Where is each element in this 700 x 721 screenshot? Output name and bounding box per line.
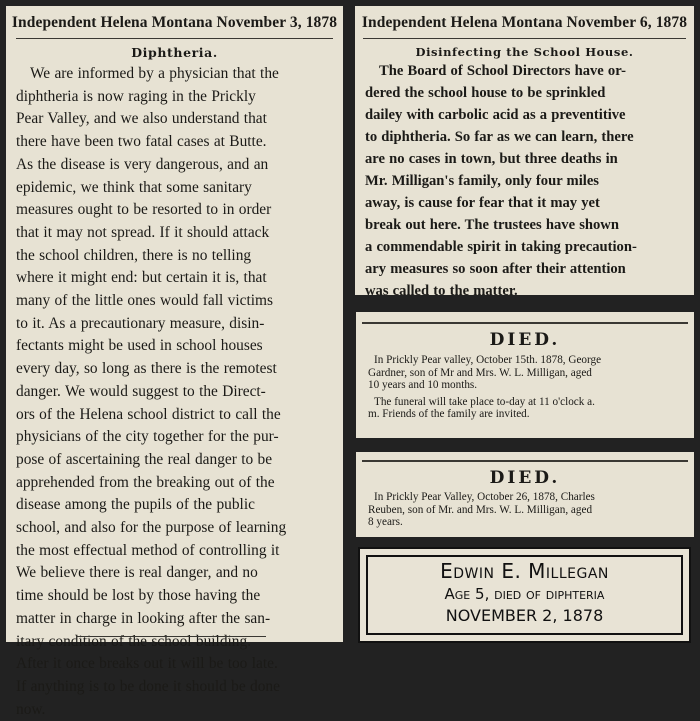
- notice-title: DIED.: [489, 330, 561, 350]
- caption-name: Edwin E. Millegan: [440, 559, 609, 583]
- text-line: Mr. Milligan's family, only four miles: [365, 173, 599, 189]
- text-line: m. Friends of the family are invited.: [368, 408, 530, 420]
- text-line: As the disease is very dangerous, and an: [16, 155, 269, 173]
- text-line: In Prickly Pear valley, October 15th. 1878, George: [374, 354, 602, 366]
- caption-frame: [366, 555, 683, 635]
- text-line: The funeral will take place to-day at 11 o'clock a.: [374, 395, 595, 408]
- text-line: now.: [16, 700, 46, 718]
- text-line: The Board of School Directors have or-: [379, 63, 627, 79]
- clipping-died-george: [356, 312, 694, 438]
- notice-body: [368, 491, 684, 529]
- article-title: Disinfecting the School House.: [415, 45, 634, 59]
- text-line: physicians of the city together for the pur-: [16, 428, 279, 446]
- text-line: pose of ascertaining the real danger to be: [16, 450, 273, 468]
- text-line: matter in charge in looking after the san-: [16, 609, 271, 627]
- notice-title: DIED.: [489, 468, 561, 488]
- text-line: apprehended from the breaking out of the: [16, 473, 275, 491]
- clipping-diphtheria: [6, 6, 343, 718]
- text-line: Pear Valley, and we also understand that: [16, 110, 267, 128]
- text-line: After it once breaks out it will be too late.: [16, 655, 278, 673]
- text-line: was called to the matter.: [365, 283, 518, 299]
- clipping-header: Independent Helena Montana November 3, 1878: [11, 14, 338, 31]
- divider: [16, 38, 333, 39]
- text-line: Reuben, son of Mr. and Mrs. W. L. Milligan, aged: [368, 503, 593, 516]
- text-line: a commendable spirit in taking precaution-: [365, 239, 637, 255]
- text-line: ors of the Helena school district to call the: [16, 405, 281, 423]
- text-line: ary measures so soon after their attention: [365, 261, 626, 277]
- text-line: break out here. The trustees have shown: [365, 217, 619, 233]
- text-line: there have been two fatal cases at Butte.: [16, 133, 267, 151]
- caption-box: [358, 547, 691, 643]
- text-line: many of the little ones would fall victims: [16, 292, 273, 310]
- text-line: dailey with carbolic acid as a preventitive: [365, 107, 626, 123]
- text-line: itary condition of the school building.: [16, 632, 252, 650]
- text-line: are no cases in town, but three deaths in: [365, 151, 618, 167]
- text-line: disease among the pupils of the public: [16, 496, 255, 514]
- text-line: the most effectual method of controlling it: [16, 541, 280, 559]
- notice-body: [368, 354, 684, 392]
- clipping-died-charles: [356, 452, 694, 537]
- text-line: Gardner, son of Mr and Mrs. W. L. Milligan, aged: [368, 366, 592, 379]
- text-line: away, is cause for fear that it may yet: [365, 195, 600, 211]
- text-line: danger. We would suggest to the Direct-: [16, 382, 266, 400]
- text-line: the school children, there is no telling: [16, 246, 252, 264]
- text-line: time should be lost by those having the: [16, 587, 261, 605]
- text-line: If anything is to be done it should be done: [16, 677, 280, 695]
- text-line: every day, so long as there is the remotest: [16, 360, 277, 378]
- article-body: [365, 60, 684, 302]
- text-line: fectants might be used in school houses: [16, 337, 263, 355]
- divider: [76, 636, 266, 637]
- divider: [362, 322, 688, 324]
- text-line: to it. As a precautionary measure, disin-: [16, 314, 265, 332]
- divider: [363, 38, 686, 39]
- divider: [362, 460, 688, 462]
- text-line: epidemic, we think that some sanitary: [16, 178, 252, 196]
- clipping-disinfecting: [355, 6, 694, 299]
- text-line: measures ought to be resorted to in order: [16, 201, 272, 219]
- text-line: In Prickly Pear Valley, October 26, 1878, Charles: [374, 491, 595, 503]
- caption-date: NOVEMBER 2, 1878: [445, 606, 604, 625]
- text-line: that it may not spread. If it should attack: [16, 223, 270, 241]
- text-line: diphtheria is now raging in the Prickly: [16, 87, 256, 105]
- text-line: We are informed by a physician that the: [30, 65, 279, 82]
- clipping-header: Independent Helena Montana November 6, 1878: [361, 14, 688, 31]
- caption-age: Age 5, died of diphteria: [444, 585, 605, 603]
- text-line: We believe there is real danger, and no: [16, 564, 258, 582]
- article-body: [16, 63, 329, 721]
- text-line: 10 years and 10 months.: [368, 379, 478, 391]
- text-line: 8 years.: [368, 516, 403, 528]
- notice-funeral: [368, 396, 684, 421]
- article-title: Diphtheria.: [131, 45, 218, 60]
- text-line: where it might end: but certain it is, that: [16, 269, 267, 287]
- text-line: to diphtheria. So far as we can learn, there: [365, 129, 634, 145]
- text-line: dered the school house to be sprinkled: [365, 85, 606, 101]
- text-line: school, and also for the purpose of learning: [16, 519, 287, 537]
